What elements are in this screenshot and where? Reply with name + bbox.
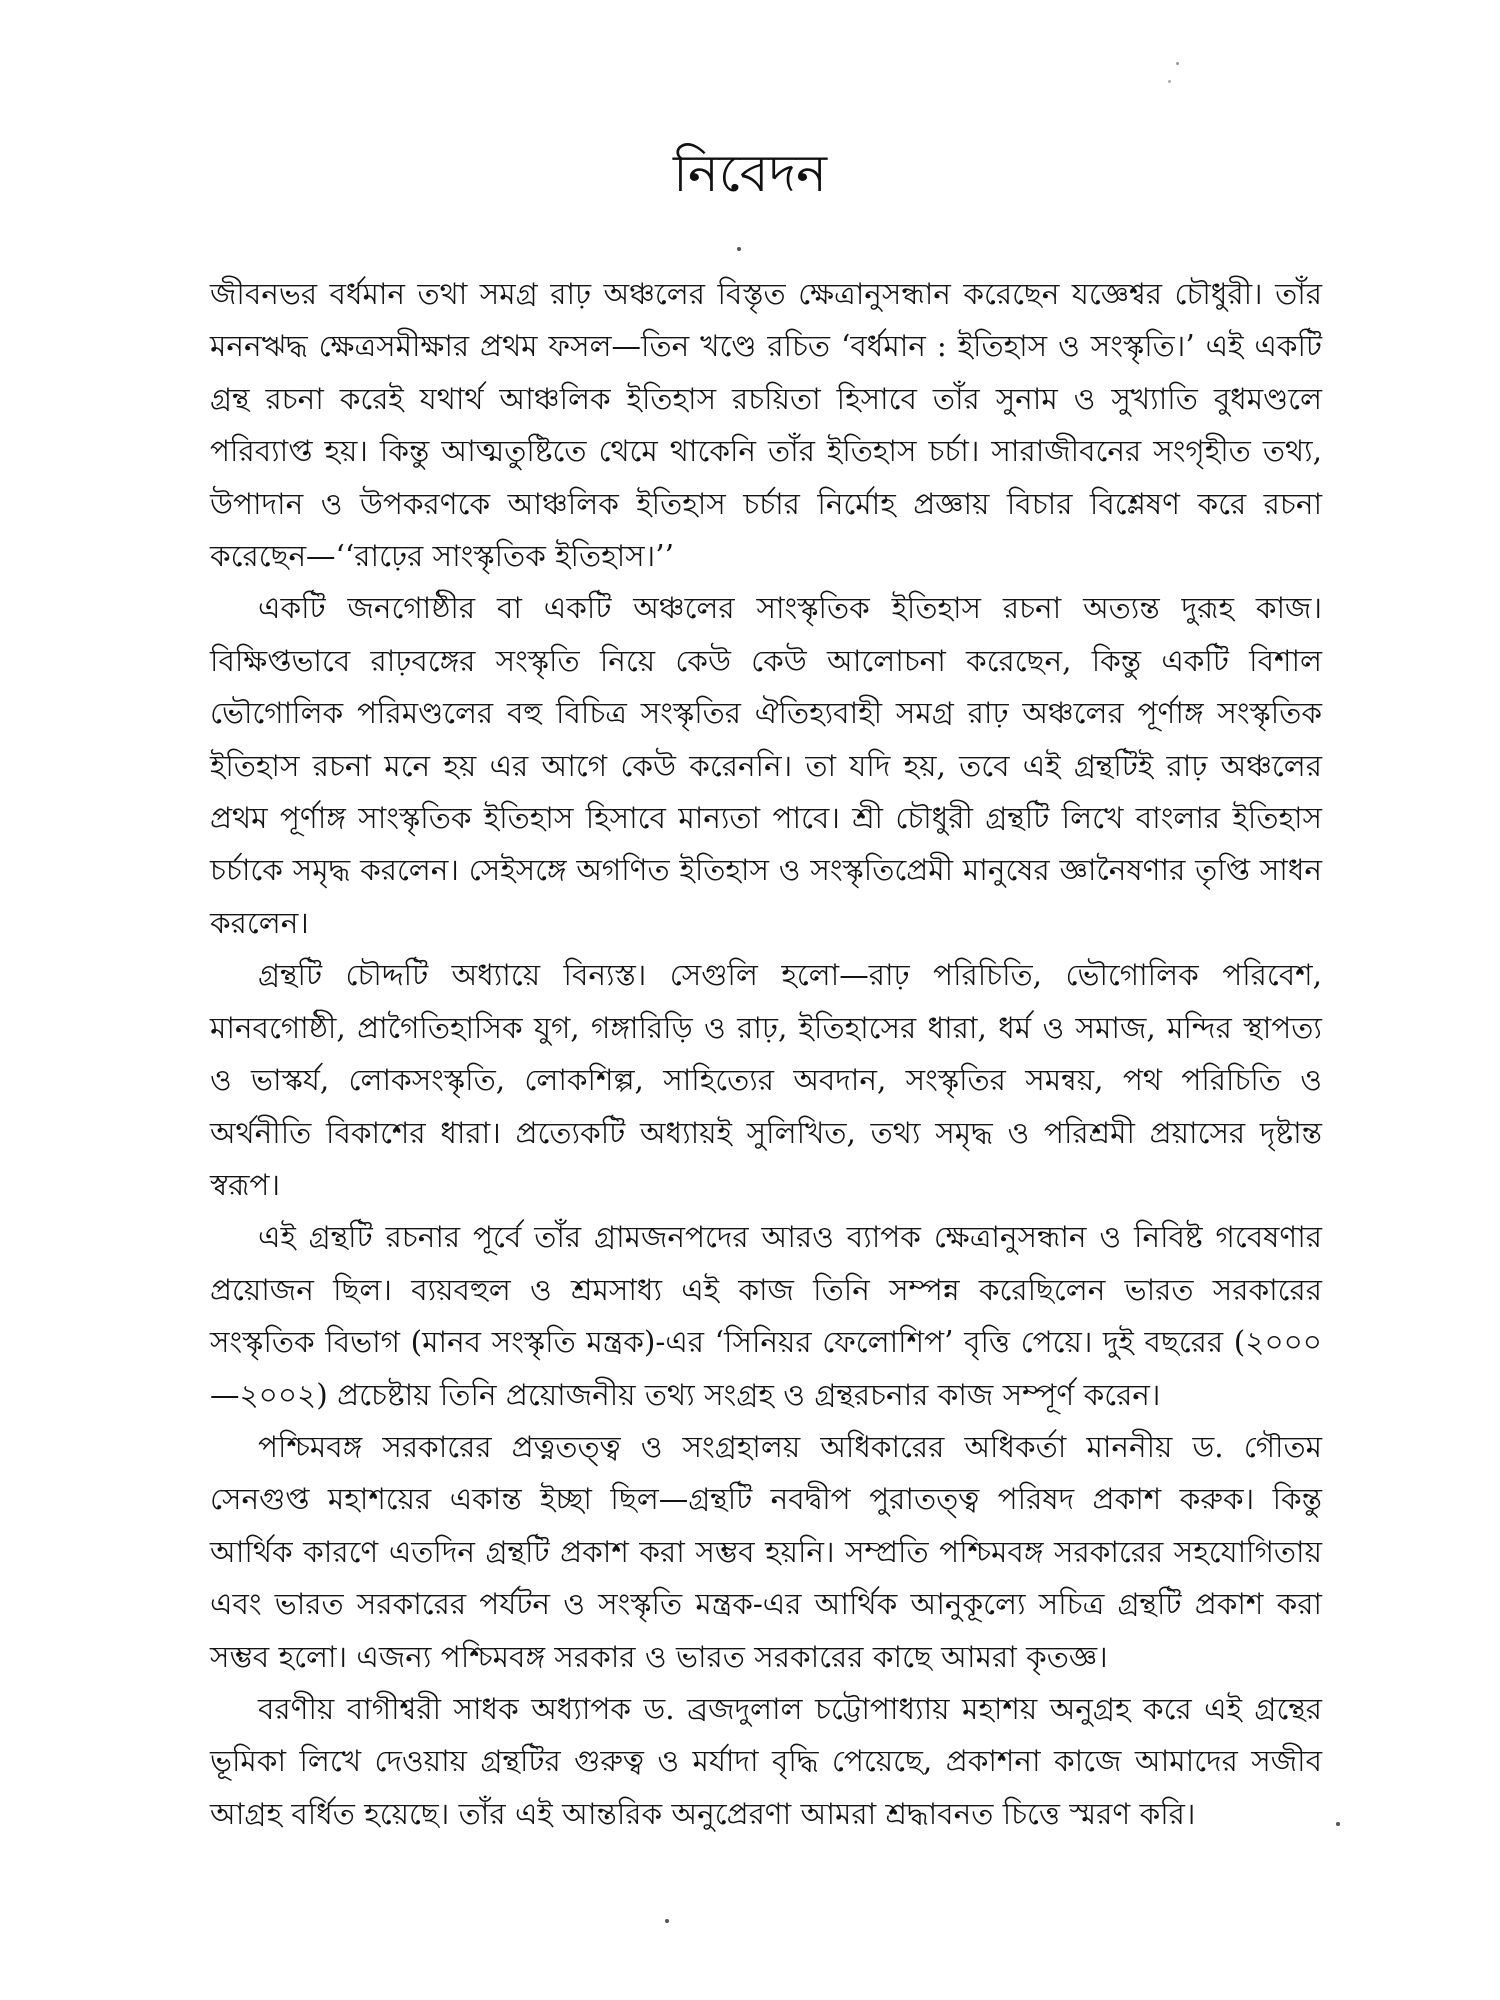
paragraph-5: পশ্চিমবঙ্গ সরকারের প্রত্নতত্ত্ব ও সংগ্রহালয় অধিকারের অধিকর্তা মাননীয় ড. গৌতম সেনগুপ্ত মহাশয়ের একান্ত ইচ্ছা ছিল—গ্রন্থটি নবদ্বীপ পুরাতত্ত্ব পরিষদ প্রকাশ করুক। কিন্তু আর্থিক কারণে এতদিন গ্রন্থটি প্রকাশ করা সম্ভব হয়নি। সম্প্রতি পশ্চিমবঙ্গ সরকারের সহযোগিতায় এবং ভারত সরকারের পর্যটন ও সংস্কৃতি মন্ত্রক-এর আর্থিক আনুকূল্যে সচিত্র গ্রন্থটি প্রকাশ করা সম্ভব হলো। এজন্য পশ্চিমবঙ্গ সরকার ও ভারত সরকারের কাছে আমরা কৃতজ্ঞ। [210,1429,1322,1674]
scan-speck [1176,62,1179,65]
paragraph-1: জীবনভর বর্ধমান তথা সমগ্র রাঢ় অঞ্চলের বিস্তৃত ক্ষেত্রানুসন্ধান করেছেন যজ্ঞেশ্বর চৌধুরী। তাঁর মননঋদ্ধ ক্ষেত্রসমীক্ষার প্রথম ফসল—তিন খণ্ডে রচিত ‘বর্ধমান : ইতিহাস ও সংস্কৃতি।’ এই একটি গ্রন্থ রচনা করেই যথার্থ আঞ্চলিক ইতিহাস রচয়িতা হিসাবে তাঁর সুনাম ও সুখ্যাতি বুধমণ্ডলে পরিব্যাপ্ত হয়। কিন্তু আত্মতুষ্টিতে থেমে থাকেনি তাঁর ইতিহাস চর্চা। সারাজীবনের সংগৃহীত তথ্য, উপাদান ও উপকরণকে আঞ্চলিক ইতিহাস চর্চার নির্মোহ প্রজ্ঞায় বিচার বিশ্লেষণ করে রচনা করেছেন—‘‘রাঢ়ের সাংস্কৃতিক ইতিহাস।’’ [210,277,1322,574]
scan-speck [737,247,741,251]
scan-speck [1168,80,1171,83]
scan-speck [665,1919,669,1923]
page-title: নিবেদন [672,144,828,204]
scan-speck [1336,1822,1340,1826]
paragraph-6: বরণীয় বাগীশ্বরী সাধক অধ্যাপক ড. ব্রজদুলাল চট্টোপাধ্যায় মহাশয় অনুগ্রহ করে এই গ্রন্থের ভূমিকা লিখে দেওয়ায় গ্রন্থটির গুরুত্ব ও মর্যাদা বৃদ্ধি পেয়েছে, প্রকাশনা কাজে আমাদের সজীব আগ্রহ বর্ধিত হয়েছে। তাঁর এই আন্তরিক অনুপ্রেরণা আমরা শ্রদ্ধাবনত চিত্তে স্মরণ করি। [210,1691,1322,1831]
paragraph-2: একটি জনগোষ্ঠীর বা একটি অঞ্চলের সাংস্কৃতিক ইতিহাস রচনা অত্যন্ত দুরূহ কাজ। বিক্ষিপ্তভাবে রাঢ়বঙ্গের সংস্কৃতি নিয়ে কেউ কেউ আলোচনা করেছেন, কিন্তু একটি বিশাল ভৌগোলিক পরিমণ্ডলের বহু বিচিত্র সংস্কৃতির ঐতিহ্যবাহী সমগ্র রাঢ় অঞ্চলের পূর্ণাঙ্গ সংস্কৃতিক ইতিহাস রচনা মনে হয় এর আগে কেউ করেননি। তা যদি হয়, তবে এই গ্রন্থটিই রাঢ় অঞ্চলের প্রথম পূর্ণাঙ্গ সাংস্কৃতিক ইতিহাস হিসাবে মান্যতা পাবে। শ্রী চৌধুরী গ্রন্থটি লিখে বাংলার ইতিহাস চর্চাকে সমৃদ্ধ করলেন। সেইসঙ্গে অগণিত ইতিহাস ও সংস্কৃতিপ্রেমী মানুষের জ্ঞানৈষণার তৃপ্তি সাধন করলেন। [210,591,1322,940]
paragraph-4: এই গ্রন্থটি রচনার পূর্বে তাঁর গ্রামজনপদের আরও ব্যাপক ক্ষেত্রানুসন্ধান ও নিবিষ্ট গবেষণার প্রয়োজন ছিল। ব্যয়বহুল ও শ্রমসাধ্য এই কাজ তিনি সম্পন্ন করেছিলেন ভারত সরকারের সংস্কৃতিক বিভাগ (মানব সংস্কৃতি মন্ত্রক)-এর ‘সিনিয়র ফেলোশিপ’ বৃত্তি পেয়ে। দুই বছরের (২০০০—২০০২) প্রচেষ্টায় তিনি প্রয়োজনীয় তথ্য সংগ্রহ ও গ্রন্থরচনার কাজ সম্পূর্ণ করেন। [210,1220,1322,1412]
paragraph-3: গ্রন্থটি চৌদ্দটি অধ্যায়ে বিন্যস্ত। সেগুলি হলো—রাঢ় পরিচিতি, ভৌগোলিক পরিবেশ, মানবগোষ্ঠী, প্রাগৈতিহাসিক যুগ, গঙ্গারিড়ি ও রাঢ়, ইতিহাসের ধারা, ধর্ম ও সমাজ, মন্দির স্থাপত্য ও ভাস্কর্য, লোকসংস্কৃতি, লোকশিল্প, সাহিত্যের অবদান, সংস্কৃতির সমন্বয়, পথ পরিচিতি ও অর্থনীতি বিকাশের ধারা। প্রত্যেকটি অধ্যায়ই সুলিখিত, তথ্য সমৃদ্ধ ও পরিশ্রমী প্রয়াসের দৃষ্টান্ত স্বরূপ। [210,958,1322,1202]
body-text [210,268,1322,1840]
